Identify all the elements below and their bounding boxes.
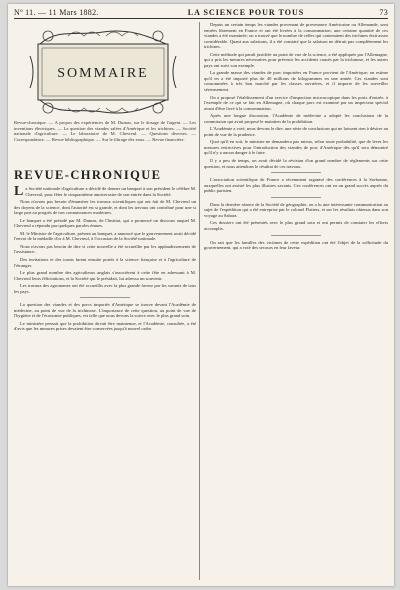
section-separator	[271, 172, 321, 173]
page-number: 73	[379, 8, 388, 17]
paragraph: Le ministère pensait que la prohibition devait être maintenue, et l'Académie, consultée, a été d'avis que les mesures prises devaient être conservées jusqu'à nouvel ordre.	[14, 320, 196, 332]
right-article-body	[204, 22, 388, 582]
paragraph: M. le Ministre de l'agriculture, présent au banquet, a annoncé que le gouvernement avait décidé l'envoi de la médaille d'or à M. Chevreul, à l'occasion de la Société nationale.	[14, 230, 196, 242]
paragraph: Le banquet a été présidé par M. Dumas, de l'Institut, qui a prononcé un discours auquel M. Chevreul a répondu par quelques paroles émues.	[14, 217, 196, 229]
column-divider	[199, 22, 200, 580]
paragraph: L'association scientifique de France a récemment organisé des conférences à la Sorbonne, auxquelles ont assisté les plus illustres savants. Ces conférences ont eu un grand succès auprès du public parisien.	[204, 177, 388, 194]
sommaire-section	[14, 22, 196, 162]
paragraph: Des invitations et des toasts furent ensuite portés à la science française et à l'agriculture de l'étranger.	[14, 257, 196, 268]
drop-cap: L	[14, 186, 24, 199]
paragraph: Cette méthode qui paraît justifiée au point de vue de la science, a été appliquée par l'Allemagne, qui a pris les mesures nécessaires pour prévenir les accidents causés par la trichinose, et les autres pays ont suivi son exemple.	[204, 51, 388, 68]
paragraph: Il y a peu de temps, on avait décidé la révision d'un grand nombre de règlements sur cette question, et nous attendons le résultat de ces travaux.	[204, 158, 388, 169]
paragraph: Ces dossiers ont été présentés avec le plus grand soin et ont permis de constater les efforts accomplis.	[204, 220, 388, 231]
sommaire-contents: Revue-chronique. — A propos des expériences de M. Dumas, sur le dosage de l'argent. — Les inventions électriques. — La question des viandes salées d'Amérique et les trichines. — Société nationale d'agriculture. — Le laboratoire de M. Chevreul. — Questions diverses. — Correspondance. — Revue bibliographique. — Sur le filtrage des eaux. — Revue financière.	[14, 120, 196, 142]
running-head	[14, 7, 388, 19]
paragraph: Nous n'avons pas besoin de dire si cette nouvelle a été accueillie par les applaudissements de l'assistance.	[14, 243, 196, 255]
paragraph: Le plus grand nombre des agriculteurs anglais s'associèrent à cette fête en adressant à M. Chevreul leurs félicitations, et la Société qui le présidait, lui adressa un souvenir.	[14, 270, 196, 281]
paragraph: Nous n'avons pas besoin d'énumérer les travaux scientifiques qui ont fait de M. Chevreul un des doyens de la science, dont l'autorité est si grande, et dont les travaux ont contribué pour une si large part au progrès de nos connaissances modernes.	[14, 199, 196, 216]
paragraph: On a proposé l'établissement d'un service d'inspection microscopique dans les ports d'entrée, à l'exemple de ce qui se fait en Allemagne, où chaque porc est examiné par un inspecteur spécial avant d'être livré à la consommation.	[204, 94, 388, 111]
paragraph: La question des viandes et des porcs importés d'Amérique se trouve devant l'Académie de médecine, au point de vue de la trichinose. L'importance de cette question, au point de vue de l'hygiène et de l'économie publiques, est telle que nous devons la suivre avec le plus grand soin.	[14, 302, 196, 319]
sommaire-heading: SOMMAIRE	[57, 66, 149, 81]
sommaire-ornament-icon	[28, 26, 178, 118]
newspaper-page	[8, 4, 394, 586]
section-separator	[271, 235, 321, 236]
paragraph: Après une longue discussion, l'Académie de médecine a adopté les conclusions de la commission qui avait proposé le maintien de la prohibition.	[204, 113, 388, 124]
paragraph: Les travaux des agronomes ont été accueillis avec la plus grande faveur par les savants de tous les pays.	[14, 283, 196, 294]
paragraph: On sait que les familles des victimes de cette expédition ont été l'objet de la sollicitude du gouvernement, qui a voté des secours en leur faveur.	[204, 239, 388, 251]
paragraph: Quoi qu'il en soit, le ministre ne demandera pas mieux, selon toute probabilité, que de lever les mesures restrictives pour l'introduction des viandes de porc d'Amérique dès qu'il sera démontré qu'il n'y a aucun danger à le faire.	[204, 139, 388, 156]
section-separator	[80, 297, 130, 298]
paragraph: Dans la dernière séance de la Société de géographie, on a lu une intéressante communication au sujet de l'expédition qui a été entreprise par le colonel Flatters, et sur les résultats obtenus dans son voyage au Sahara.	[204, 201, 388, 218]
paragraph: Depuis un certain temps les viandes provenant de provenance Américaine ou Allemande, sont entrées librement en France et ont été livrées à la consommation; une certaine quantité de ces viandes a été examinée; on a trouvé que le nombre de celles qui contenaient des trichines était assez considérable. Quant aux salaisons, il a été constaté que la salaison ne détruit pas complètement les trichines.	[204, 22, 388, 50]
right-column	[204, 22, 388, 582]
left-column	[14, 22, 196, 582]
article-title: REVUE-CHRONIQUE	[14, 168, 162, 182]
issue-date: Nº 11. — 11 Mars 1882.	[14, 8, 99, 17]
section-separator	[271, 197, 321, 198]
paragraph: L'Académie a voté, nous devons le dire, une série de conclusions qui ne laissent rien à désirer au point de vue de la prudence.	[204, 126, 388, 137]
left-article-body	[14, 186, 196, 582]
paragraph: La grande masse des viandes de porc importées en France provient de l'Amérique; on estime qu'il en a été importé plus de 40 millions de kilogrammes en une année. Ces viandes sont consommées à très bon marché par les classes ouvrières, et il importe de les surveiller sérieusement.	[204, 70, 388, 93]
paragraph: La Société nationale d'agriculture a décidé de donner un banquet à son président le célèbre M. Chevreul, pour fêter le cinquantième anniversaire de son entrée dans la Société.	[14, 186, 196, 199]
journal-title: LA SCIENCE POUR TOUS	[187, 8, 305, 17]
